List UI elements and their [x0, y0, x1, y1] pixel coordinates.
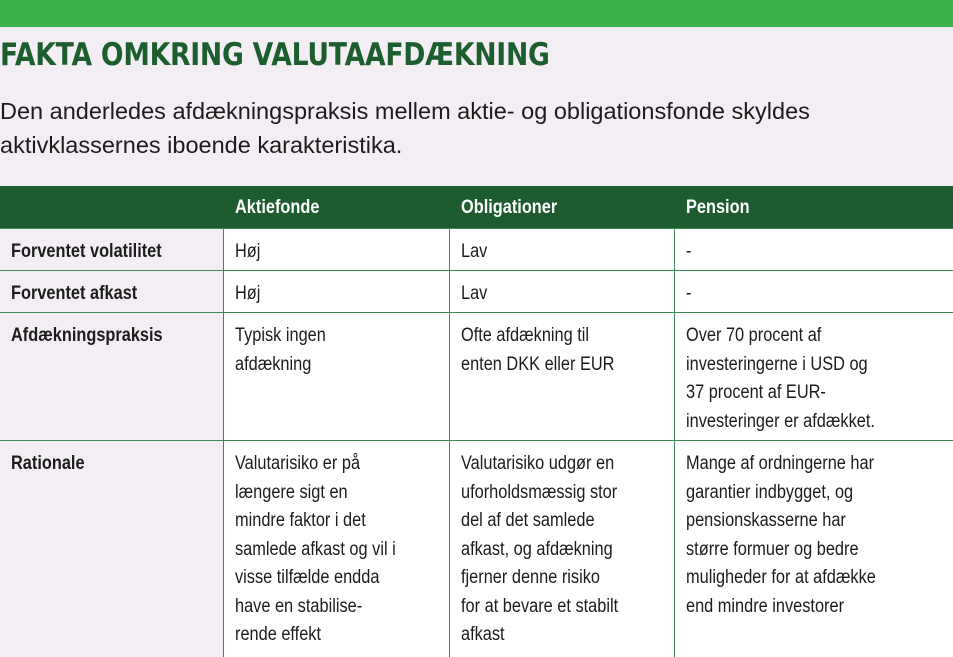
comparison-table: [0, 186, 953, 657]
cell-pension: Over 70 procent af investeringerne i USD og 37 procent af EUR- investeringer er afdækket.: [675, 313, 953, 440]
cell-aktiefonde: Valutarisiko er på længere sigt en mindre faktor i det samlede afkast og vil i visse tilfælde endda have en stabilise- rende effekt: [224, 441, 450, 657]
table-row: [0, 440, 953, 657]
row-label: Rationale: [0, 441, 224, 657]
header-cell-obligationer: Obligationer: [461, 197, 558, 218]
cell-obligationer: Lav: [450, 271, 675, 312]
header-cell-pension: Pension: [686, 197, 750, 218]
table-row: [0, 312, 953, 440]
cell-obligationer: Valutarisiko udgør en uforholdsmæssig stor del af det samlede afkast, og afdækning fjerner denne risiko for at bevare et stabilt afkast: [450, 441, 675, 657]
table-row: [0, 228, 953, 270]
table-row: [0, 270, 953, 312]
row-label: Forventet volatilitet: [0, 229, 224, 270]
cell-aktiefonde: Typisk ingen afdækning: [224, 313, 450, 440]
cell-pension: -: [675, 229, 953, 270]
table-header-row: [0, 186, 953, 228]
cell-obligationer: Lav: [450, 229, 675, 270]
intro-text: Den anderledes afdækningspraksis mellem aktie- og obligationsfonde skyldes aktivklassernes iboende karakteristika.: [0, 98, 810, 158]
row-label: Afdækningspraksis: [0, 313, 224, 440]
cell-aktiefonde: Høj: [224, 229, 450, 270]
cell-pension: Mange af ordningerne har garantier indbygget, og pensionskasserne har større formuer og bedre muligheder for at afdække end mindre investorer: [675, 441, 953, 657]
cell-obligationer: Ofte afdækning til enten DKK eller EUR: [450, 313, 675, 440]
top-accent-bar: [0, 0, 953, 27]
page-title: FAKTA OMKRING VALUTAAFDÆKNING: [0, 37, 550, 73]
cell-pension: -: [675, 271, 953, 312]
row-label: Forventet afkast: [0, 271, 224, 312]
header-cell-aktiefonde: Aktiefonde: [235, 197, 320, 218]
header-cell-empty: [0, 186, 224, 228]
cell-aktiefonde: Høj: [224, 271, 450, 312]
